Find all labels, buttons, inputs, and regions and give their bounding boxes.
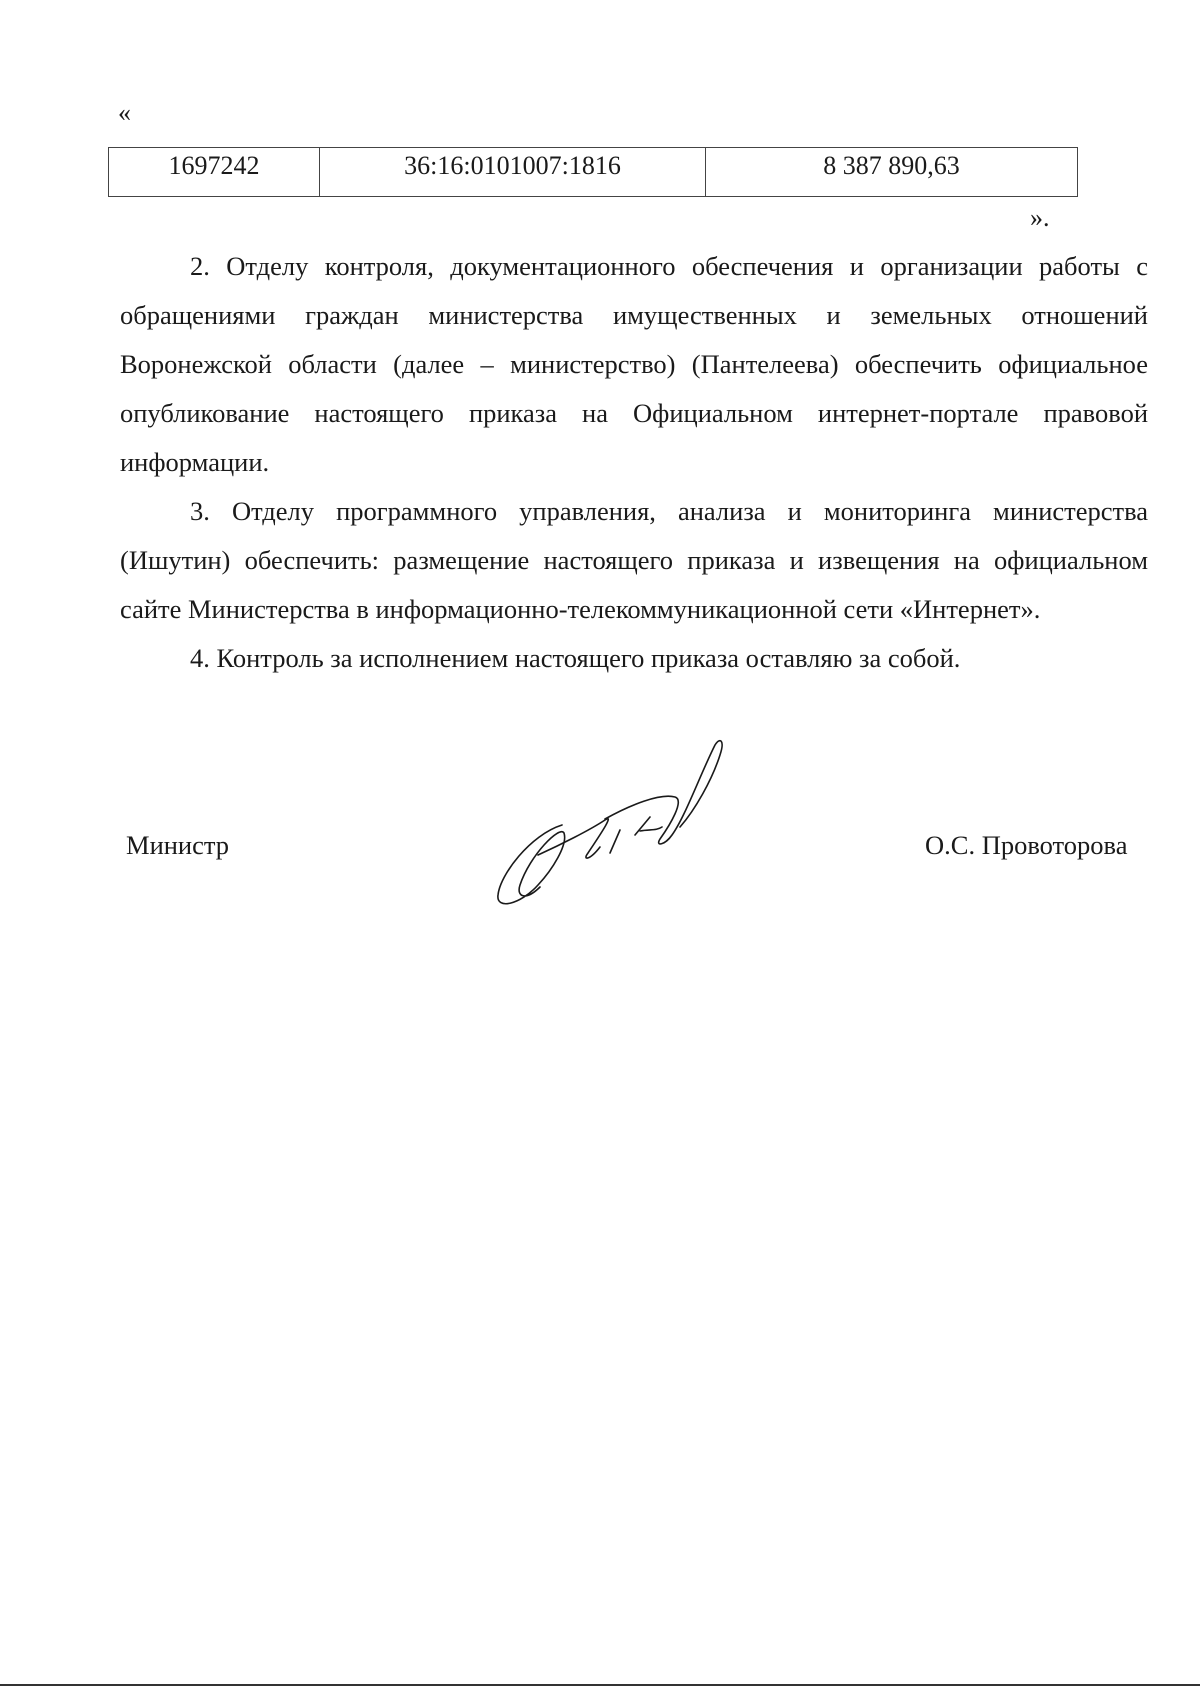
table-cell-value: 8 387 890,63: [706, 148, 1078, 197]
paragraph-2: 2. Отделу контроля, документационного обеспечения и организации работы с обращениями граждан министерства имущественных и земельных отношений Воронежской области (далее – министерство) (Пантелеева) обеспечить официальное опубликование настоящего приказа на Официальном интернет-портале правовой информации.: [120, 251, 1148, 477]
opening-quote: «: [118, 98, 131, 127]
closing-quote: ».: [1030, 203, 1050, 232]
data-table: [108, 147, 1078, 197]
paragraph-4: 4. Контроль за исполнением настоящего приказа оставляю за собой.: [190, 643, 961, 673]
table-cell-number: 1697242: [109, 148, 320, 197]
signatory-name: О.С. Провоторова: [925, 830, 1128, 860]
signatory-title: Министр: [126, 830, 230, 860]
table-cell-cadastral-number: 36:16:0101007:1816: [320, 148, 706, 197]
document-body: [120, 242, 1148, 683]
bottom-edge-line: [0, 1684, 1200, 1686]
handwritten-signature: [490, 735, 760, 910]
table-row: [109, 148, 1078, 197]
paragraph-3: 3. Отделу программного управления, анализа и мониторинга министерства (Ишутин) обеспечить: размещение настоящего приказа и извещения на официальном сайте Министерства в информационно-телекоммуникационной сети «Интернет».: [120, 496, 1148, 624]
